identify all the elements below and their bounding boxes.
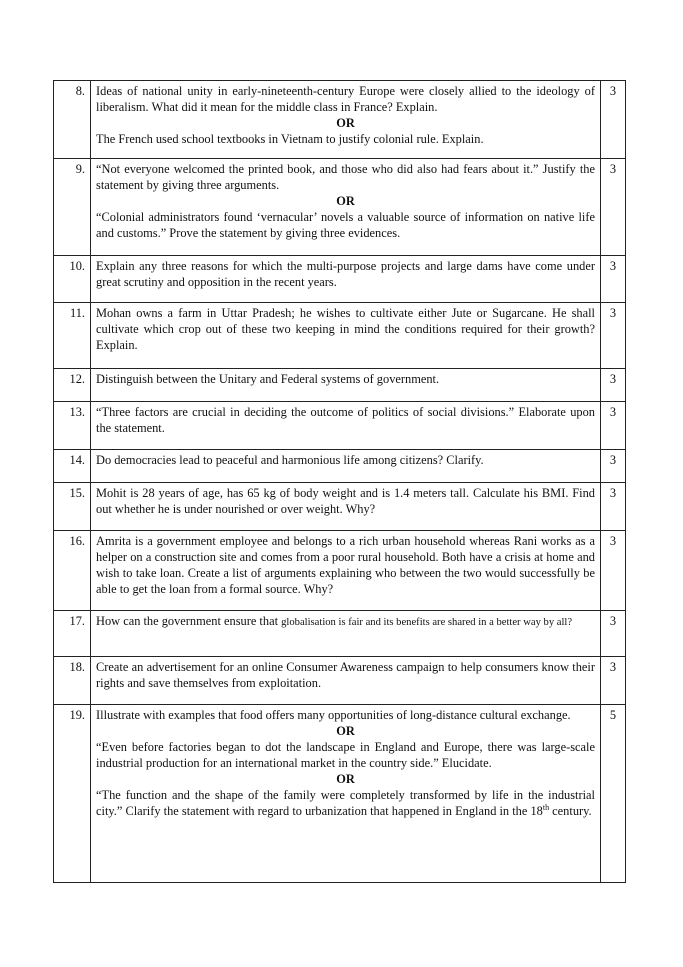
question-part: Explain any three reasons for which the multi-purpose projects and large dams have come under great scrutiny and opposition in the recent years. [96,259,595,289]
question-marks: 3 [601,81,626,159]
question-text [91,611,601,657]
question-row [54,705,626,883]
or-separator: OR [336,194,355,208]
question-row [54,483,626,531]
question-part: “Three factors are crucial in deciding the outcome of politics of social divisions.” Elaborate upon the statement. [96,405,595,435]
question-text-normal: How can the government ensure that [96,614,279,628]
question-number: 15. [54,483,91,531]
question-part: Mohan owns a farm in Uttar Pradesh; he wishes to cultivate either Jute or Sugarcane. He shall cultivate which crop out of these two keeping in mind the conditions required for their growth? Explain. [96,306,595,352]
question-number: 11. [54,303,91,369]
question-marks: 3 [601,256,626,303]
question-marks: 5 [601,705,626,883]
question-row [54,611,626,657]
question-number: 16. [54,531,91,611]
question-part: The French used school textbooks in Vietnam to justify colonial rule. Explain. [96,132,484,146]
question-marks: 3 [601,402,626,450]
or-separator: OR [336,724,355,738]
question-text [91,483,601,531]
question-row [54,450,626,483]
question-text-small: globalisation is fair and its benefits are shared in a better way by all? [281,617,573,628]
question-text [91,159,601,256]
question-text-main: “The function and the shape of the family were completely transformed by life in the industrial city.” Clarify the statement with regard to urbanization that happened in England in the 18 [96,788,595,818]
question-row [54,303,626,369]
question-number: 17. [54,611,91,657]
question-number: 10. [54,256,91,303]
question-text [91,303,601,369]
question-marks: 3 [601,531,626,611]
question-text [91,256,601,303]
question-marks: 3 [601,611,626,657]
question-part [96,613,595,631]
question-part: Illustrate with examples that food offers many opportunities of long-distance cultural exchange. [96,708,571,722]
ordinal-suffix: th [542,802,550,812]
question-part: Amrita is a government employee and belongs to a rich urban household whereas Rani works as a helper on a construction site and comes from a poor rural household. Both have a crisis at home and wish to take loan. Create a list of arguments explaining who between the two would successfully be able to get the loan from a formal source. Why? [96,534,595,596]
question-text [91,402,601,450]
question-row [54,159,626,256]
question-part: Ideas of national unity in early-nineteenth-century Europe were closely allied to the ideology of liberalism. What did it mean for the middle class in France? Explain. [96,84,595,114]
question-row [54,81,626,159]
question-row [54,657,626,705]
question-part: Distinguish between the Unitary and Federal systems of government. [96,372,440,386]
question-part: “Not everyone welcomed the printed book, and those who did also had fears about it.” Justify the statement by giving three arguments. [96,162,595,192]
question-row [54,256,626,303]
or-separator: OR [336,772,355,786]
question-text-end: century. [549,804,592,818]
question-row [54,531,626,611]
question-number: 9. [54,159,91,256]
question-text [91,450,601,483]
question-marks: 3 [601,159,626,256]
question-marks: 3 [601,450,626,483]
question-part [96,787,595,819]
question-part: Create an advertisement for an online Consumer Awareness campaign to help consumers know their rights and save themselves from exploitation. [96,660,595,690]
question-number: 19. [54,705,91,883]
questions-table [53,80,626,883]
question-part: Mohit is 28 years of age, has 65 kg of body weight and is 1.4 meters tall. Calculate his BMI. Find out whether he is under nourished or over weight. Why? [96,486,595,516]
question-text [91,705,601,883]
question-number: 13. [54,402,91,450]
question-part: Do democracies lead to peaceful and harmonious life among citizens? Clarify. [96,453,484,467]
question-row [54,402,626,450]
question-part: “Even before factories began to dot the landscape in England and Europe, there was large-scale industrial production for an international market in the country side.” Elucidate. [96,740,595,770]
question-marks: 3 [601,483,626,531]
question-text [91,81,601,159]
question-part: “Colonial administrators found ‘vernacular’ novels a valuable source of information on native life and customs.” Prove the statement by giving three evidences. [96,210,595,240]
question-text [91,657,601,705]
question-number: 8. [54,81,91,159]
question-number: 12. [54,369,91,402]
question-marks: 3 [601,303,626,369]
question-text [91,531,601,611]
question-text [91,369,601,402]
question-number: 14. [54,450,91,483]
question-marks: 3 [601,369,626,402]
question-marks: 3 [601,657,626,705]
question-row [54,369,626,402]
or-separator: OR [336,116,355,130]
question-number: 18. [54,657,91,705]
